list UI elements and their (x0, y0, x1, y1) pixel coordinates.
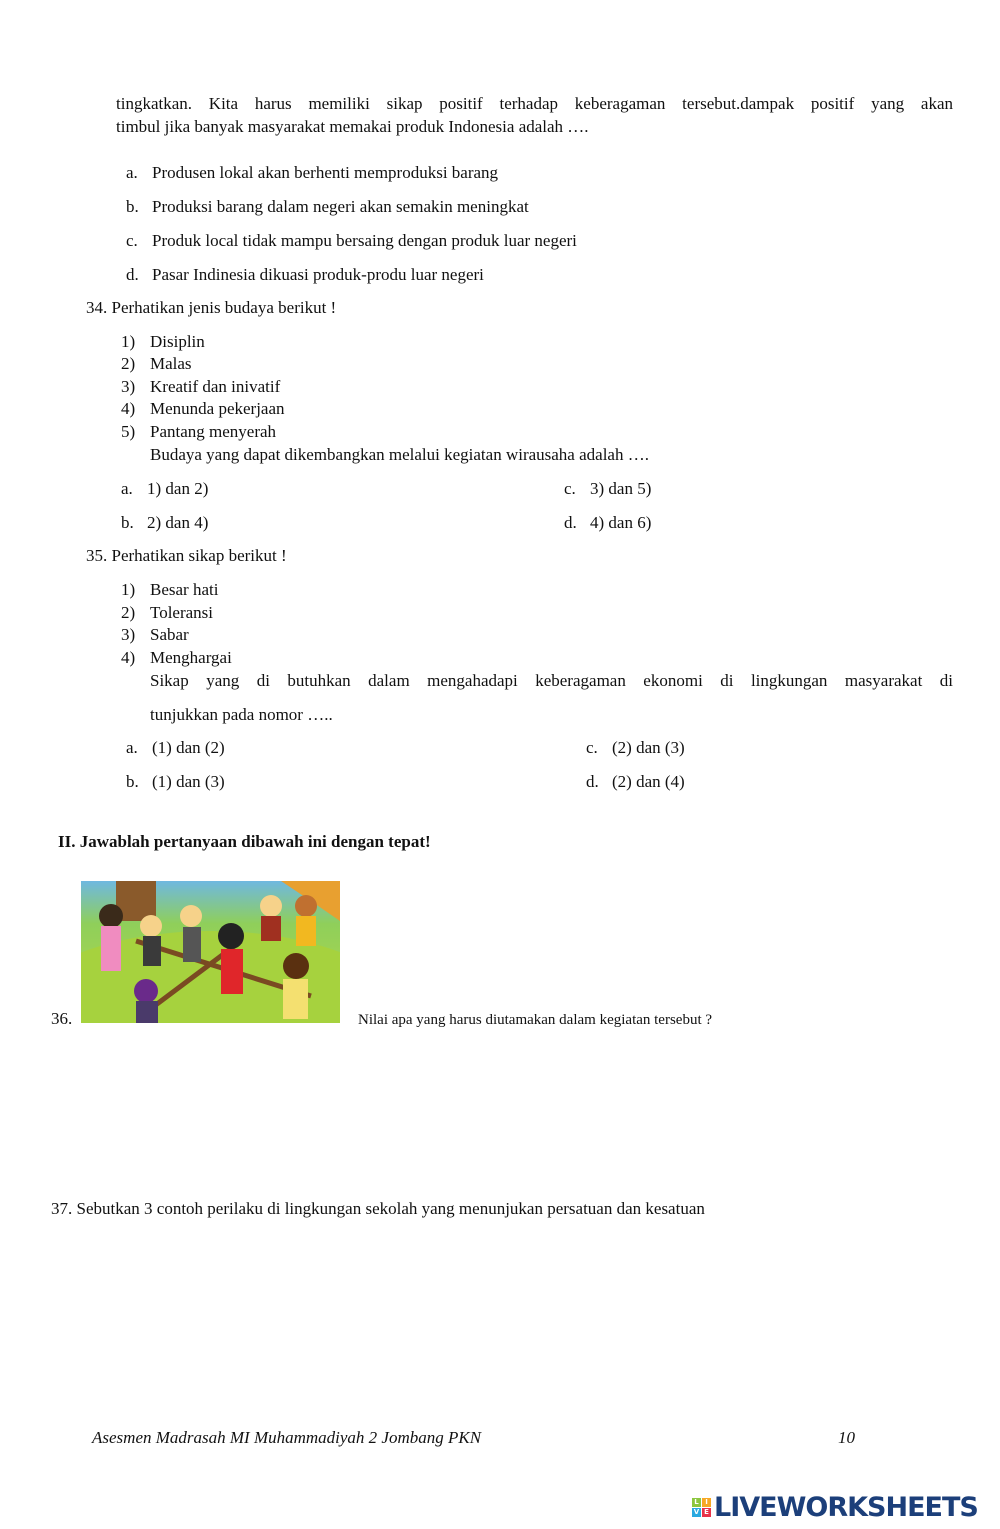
q36-question: Nilai apa yang harus diutamakan dalam kegiatan tersebut ? (358, 1012, 713, 1028)
q33-option-d: d. Pasar Indinesia dikuasi produk-produ luar negeri (126, 265, 484, 284)
logo-text: LIVEWORKSHEETS (714, 1492, 978, 1523)
q35-option-a: a. (1) dan (2) (126, 738, 225, 757)
q35-question-line-2: tunjukkan pada nomor ….. (150, 705, 333, 724)
logo-icon: L I V E (692, 1498, 711, 1517)
q33-option-b: b. Produksi barang dalam negeri akan semakin meningkat (126, 197, 529, 216)
q34-item: 2) Malas (121, 354, 192, 373)
q36-number: 36. (51, 1009, 73, 1028)
q34-title: 34. Perhatikan jenis budaya berikut ! (86, 298, 337, 317)
liveworksheets-logo (692, 1492, 978, 1523)
q34-option-a: a. 1) dan 2) (121, 479, 209, 498)
q34-question: Budaya yang dapat dikembangkan melalui kegiatan wirausaha adalah …. (150, 445, 649, 464)
q37-question: 37. Sebutkan 3 contoh perilaku di lingkungan sekolah yang menunjukan persatuan dan kesatuan (51, 1199, 705, 1218)
q34-item: 3) Kreatif dan inivatif (121, 377, 281, 396)
q35-question-line-1: Sikap yang di butuhkan dalam mengahadapi keberagaman ekonomi di lingkungan masyarakat di (150, 671, 953, 690)
q34-option-c: c. 3) dan 5) (564, 479, 652, 498)
q33-option-c: c. Produk local tidak mampu bersaing dengan produk luar negeri (126, 231, 577, 250)
q33-line-1: tingkatkan. Kita harus memiliki sikap positif terhadap keberagaman tersebut.dampak positif yang akan (116, 94, 953, 113)
page-number: 10 (838, 1428, 855, 1447)
q35-option-c: c. (2) dan (3) (586, 738, 685, 757)
section-2-heading: II. Jawablah pertanyaan dibawah ini dengan tepat! (58, 832, 431, 851)
q34-item: 1) Disiplin (121, 332, 205, 351)
q33-line-2: timbul jika banyak masyarakat memakai produk Indonesia adalah …. (116, 117, 589, 136)
q33-option-a: a. Produsen lokal akan berhenti memproduksi barang (126, 163, 499, 182)
q35-item: 3) Sabar (121, 625, 189, 644)
q35-title: 35. Perhatikan sikap berikut ! (86, 546, 287, 565)
q34-item: 4) Menunda pekerjaan (121, 399, 285, 418)
children-playing-illustration (81, 881, 340, 1023)
q35-item: 4) Menghargai (121, 648, 232, 667)
q35-item: 1) Besar hati (121, 580, 219, 599)
q35-item: 2) Toleransi (121, 603, 214, 622)
q35-option-b: b. (1) dan (3) (126, 772, 225, 791)
q34-option-d: d. 4) dan 6) (564, 513, 652, 532)
q34-option-b: b. 2) dan 4) (121, 513, 209, 532)
q34-item: 5) Pantang menyerah (121, 422, 277, 441)
footer-text: Asesmen Madrasah MI Muhammadiyah 2 Jombang PKN (92, 1428, 482, 1447)
q35-option-d: d. (2) dan (4) (586, 772, 685, 791)
